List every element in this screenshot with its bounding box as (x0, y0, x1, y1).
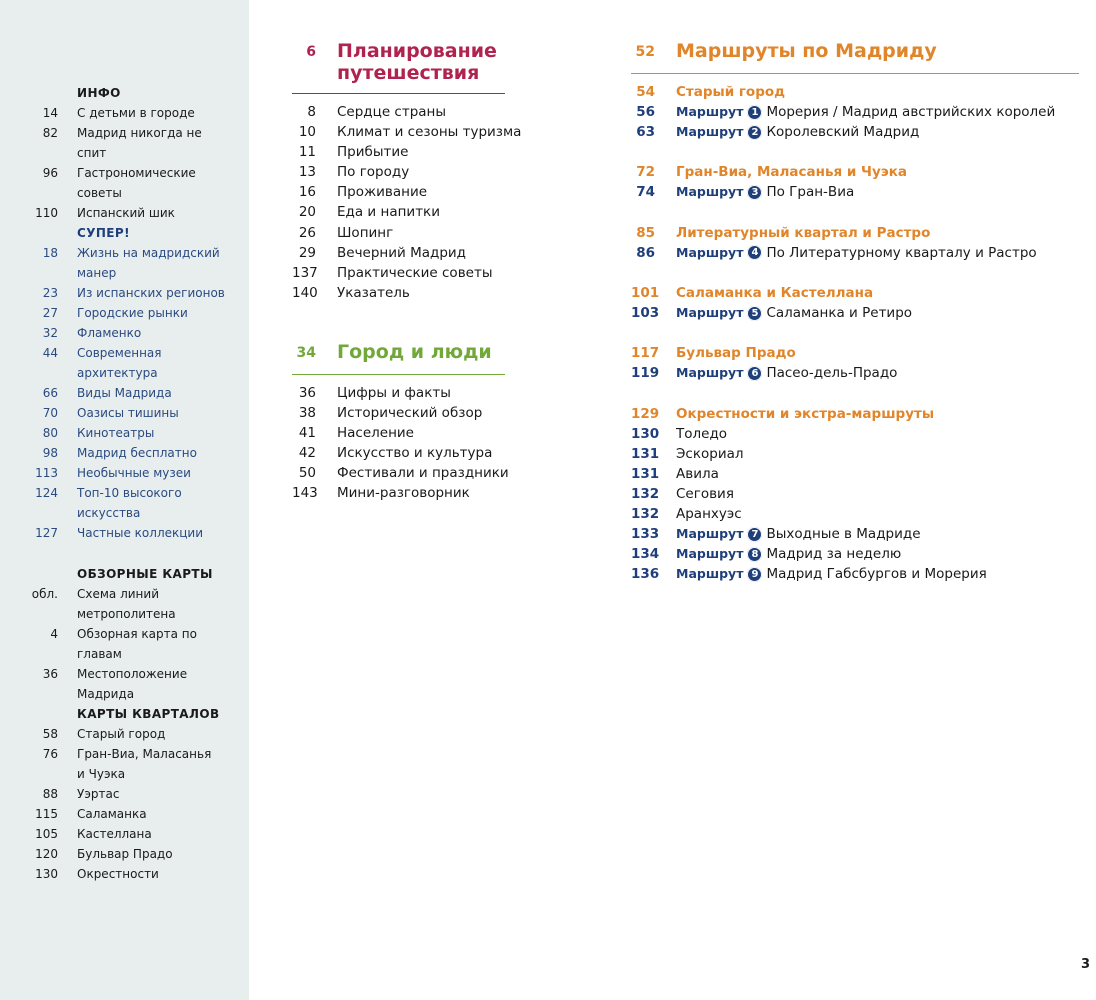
item-page-num: 124 (35, 486, 58, 500)
table-row (292, 443, 509, 463)
row-label: Исторический обзор (337, 405, 483, 422)
table-row (292, 403, 509, 423)
route-page-num: 86 (636, 244, 655, 261)
table-row (292, 202, 521, 222)
section-title: СУПЕР! (77, 226, 130, 240)
route-page-num: 130 (631, 425, 660, 442)
route-row (631, 363, 1055, 383)
row-label: Шопинг (337, 224, 394, 241)
item-page-num: 127 (35, 526, 58, 540)
route-entry (676, 424, 727, 444)
item-label: Гастрономические советы (77, 166, 196, 200)
route-row (631, 524, 1055, 544)
route-row (631, 243, 1055, 263)
routes-header (631, 40, 937, 62)
routes-title: Маршруты по Мадриду (676, 40, 937, 62)
item-label: Кинотеатры (77, 426, 155, 440)
row-page-num: 38 (298, 405, 316, 422)
row-label: Практические советы (337, 264, 493, 281)
item-label: Схема линий (77, 587, 159, 601)
city-people-divider (292, 374, 505, 375)
city-people-header (292, 341, 492, 363)
list-item (0, 443, 249, 463)
subsection-page-num: 129 (631, 405, 660, 422)
row-page-num: 8 (307, 104, 316, 120)
item-label: Фламенко (77, 326, 142, 340)
item-spacer (0, 263, 58, 283)
list-item-continued (0, 604, 249, 624)
row-page-num: 20 (298, 204, 316, 221)
list-item (0, 163, 249, 203)
route-page-num: 103 (631, 305, 660, 322)
route-title: Толедо (676, 425, 728, 442)
route-number-badge: 1 (747, 105, 762, 120)
route-row (631, 504, 1055, 524)
subsection-row (631, 162, 1055, 182)
row-page-num: 11 (298, 144, 316, 161)
table-row (292, 162, 521, 182)
item-label: Саламанка (77, 807, 147, 821)
row-page-num: 16 (298, 184, 316, 201)
route-title: Авила (676, 465, 719, 482)
route-page-num: 63 (636, 124, 655, 141)
row-label: Прибытие (337, 144, 409, 161)
list-item (0, 624, 249, 664)
table-row (292, 423, 509, 443)
list-item (0, 724, 249, 744)
item-page-num: обл. (31, 587, 58, 601)
route-number-badge: 2 (747, 125, 762, 140)
routes-page-num: 52 (635, 44, 655, 60)
sidebar-list (0, 243, 249, 543)
item-label: Оазисы тишины (77, 406, 179, 420)
item-page-num: 80 (42, 426, 58, 440)
list-item-continued (0, 764, 249, 784)
route-entry (676, 243, 1037, 263)
route-title: Королевский Мадрид (766, 124, 920, 141)
item-page-num: 32 (42, 326, 58, 340)
subsection-row (631, 404, 1055, 424)
row-label: Искусство и культура (337, 445, 493, 462)
route-page-num: 119 (631, 365, 660, 382)
list-item (0, 243, 249, 263)
route-label: Маршрут (676, 546, 744, 562)
route-page-num: 131 (631, 445, 660, 462)
city-people-list (292, 383, 509, 504)
list-item (0, 744, 249, 764)
table-row (292, 383, 509, 403)
route-title: Выходные в Мадриде (766, 526, 921, 543)
sidebar (0, 0, 249, 1000)
city-people-title: Город и люди (337, 341, 492, 363)
route-entry (676, 182, 854, 202)
sidebar-list (0, 103, 249, 223)
table-row (292, 283, 521, 303)
item-label: Виды Мадрида (77, 386, 172, 400)
item-page-num: 130 (35, 867, 58, 881)
item-page-num: 58 (42, 727, 58, 741)
item-label: Кастеллана (77, 827, 152, 841)
row-page-num: 137 (292, 264, 318, 281)
subsection-row (631, 82, 1055, 102)
row-label: Цифры и факты (337, 385, 451, 401)
row-label: Проживание (337, 184, 428, 201)
row-page-num: 140 (292, 284, 318, 301)
item-page-num: 14 (42, 106, 58, 120)
route-page-num: 136 (631, 566, 660, 583)
item-page-num: 44 (42, 346, 58, 360)
item-label: Бульвар Прадо (77, 847, 173, 861)
item-label: Местоположение Мадрида (77, 667, 188, 701)
list-item (0, 383, 249, 403)
route-label: Маршрут (676, 526, 744, 542)
table-row (292, 483, 509, 503)
row-page-num: 41 (298, 425, 316, 442)
route-page-num: 134 (631, 546, 660, 563)
list-item (0, 523, 249, 543)
item-label: Необычные музеи (77, 466, 191, 480)
route-row (631, 102, 1055, 122)
list-item (0, 463, 249, 483)
route-label: Маршрут (676, 365, 744, 381)
row-page-num: 29 (298, 244, 316, 261)
item-page-num: 70 (42, 406, 58, 420)
row-label: Климат и сезоны туризма (337, 124, 522, 141)
route-row (631, 303, 1055, 323)
table-row (292, 102, 521, 122)
subsection-title: Окрестности и экстра-маршруты (676, 405, 935, 422)
item-page-num: 76 (42, 747, 58, 761)
list-item (0, 864, 249, 884)
list-item (0, 323, 249, 343)
subsection-page-num: 85 (636, 224, 655, 241)
section-title: ИНФО (77, 86, 121, 100)
item-page-num: 23 (42, 286, 58, 300)
row-label: Указатель (337, 284, 410, 301)
route-row (631, 464, 1055, 484)
list-item (0, 784, 249, 804)
item-page-num: 110 (35, 206, 58, 220)
item-label: Старый город (77, 727, 166, 741)
list-item-continued (0, 263, 249, 283)
route-title: Мадрид Габсбургов и Морерия (766, 566, 987, 583)
section-title: КАРТЫ КВАРТАЛОВ (77, 707, 220, 721)
item-page-num: 113 (35, 466, 58, 480)
route-number-badge: 3 (747, 185, 762, 200)
item-spacer (0, 503, 58, 523)
item-label: Частные коллекции (77, 526, 204, 540)
row-label: Сердце страны (337, 104, 447, 120)
row-page-num: 50 (298, 465, 316, 482)
item-label: Современная архитектура (77, 346, 162, 380)
route-row (631, 484, 1055, 504)
route-title: Мадрид за неделю (766, 546, 902, 563)
item-label: Мадрид никогда не спит (77, 126, 202, 160)
list-item (0, 303, 249, 323)
row-label: Фестивали и праздники (337, 465, 509, 482)
route-label: Маршрут (676, 104, 744, 120)
route-number-badge: 9 (747, 567, 762, 582)
row-page-num: 143 (292, 485, 318, 502)
list-item (0, 343, 249, 383)
item-label: Городские рынки (77, 306, 188, 320)
route-label: Маршрут (676, 184, 744, 200)
group-spacer (631, 263, 1055, 283)
planning-header (292, 40, 497, 84)
group-spacer (631, 323, 1055, 343)
list-item (0, 844, 249, 864)
subsection-row (631, 343, 1055, 363)
route-number-badge: 8 (747, 547, 762, 562)
route-entry (676, 544, 901, 564)
row-label: Население (337, 425, 414, 442)
route-title: По Литературному кварталу и Растро (766, 244, 1037, 261)
subsection-title: Старый город (676, 84, 786, 100)
subsection-title: Бульвар Прадо (676, 345, 796, 362)
list-item (0, 483, 249, 503)
item-spacer (0, 764, 58, 784)
route-entry (676, 504, 742, 524)
route-label: Маршрут (676, 566, 744, 582)
route-entry (676, 363, 897, 383)
subsection-page-num: 117 (631, 345, 660, 362)
route-number-badge: 4 (747, 245, 762, 260)
item-label: Топ-10 высокого (77, 486, 182, 500)
route-label: Маршрут (676, 244, 744, 260)
planning-list (292, 102, 521, 303)
list-item (0, 664, 249, 704)
group-spacer (631, 142, 1055, 162)
item-label: Окрестности (77, 867, 159, 881)
route-row (631, 182, 1055, 202)
planning-divider (292, 93, 505, 94)
route-page-num: 56 (636, 104, 655, 121)
item-page-num: 4 (50, 627, 58, 641)
planning-title-line1: Планирование (337, 40, 497, 62)
route-row (631, 544, 1055, 564)
city-people-page-num: 34 (296, 345, 316, 361)
route-row (631, 444, 1055, 464)
table-row (292, 243, 521, 263)
item-label-continued: метрополитена (77, 607, 176, 621)
list-item-continued (0, 503, 249, 523)
page-number: 3 (1080, 957, 1090, 972)
route-entry (676, 122, 919, 142)
list-item (0, 804, 249, 824)
route-page-num: 133 (631, 526, 660, 543)
route-title: Эскориал (676, 445, 744, 462)
subsection-title: Гран-Виа, Маласанья и Чуэка (676, 164, 908, 181)
item-label: Жизнь на мадридский (77, 246, 220, 260)
row-label: Еда и напитки (337, 204, 440, 221)
list-item (0, 123, 249, 163)
item-page-num: 98 (42, 446, 58, 460)
route-title: По Гран-Виа (766, 184, 855, 201)
item-label: Обзорная карта по главам (77, 627, 197, 661)
item-label-continued: и Чуэка (77, 767, 126, 781)
route-number-badge: 7 (747, 527, 762, 542)
planning-page-num: 6 (306, 44, 316, 60)
row-label: По городу (337, 164, 410, 181)
subsection-page-num: 54 (636, 84, 655, 100)
item-spacer (0, 604, 58, 624)
table-row (292, 463, 509, 483)
item-page-num: 120 (35, 847, 58, 861)
item-label: С детьми в городе (77, 106, 195, 120)
item-label: Гран-Виа, Маласанья (77, 747, 212, 761)
item-page-num: 36 (42, 667, 58, 681)
route-number-badge: 6 (747, 366, 762, 381)
item-label: Уэртас (77, 787, 120, 801)
table-row (292, 142, 521, 162)
route-label: Маршрут (676, 305, 744, 321)
route-title: Морерия / Мадрид австрийских королей (766, 104, 1056, 121)
route-entry (676, 564, 987, 584)
table-row (292, 182, 521, 202)
subsection-title: Саламанка и Кастеллана (676, 284, 874, 301)
item-page-num: 88 (42, 787, 58, 801)
item-page-num: 82 (42, 126, 58, 140)
item-label-continued: манер (77, 266, 117, 280)
row-page-num: 13 (298, 164, 316, 181)
route-title: Аранхуэс (676, 505, 742, 522)
sidebar-list (0, 724, 249, 884)
subsection-title: Литературный квартал и Растро (676, 224, 931, 241)
item-label-continued: искусства (77, 506, 141, 520)
route-page-num: 131 (631, 465, 660, 482)
subsection-row (631, 283, 1055, 303)
table-row (292, 223, 521, 243)
item-page-num: 66 (42, 386, 58, 400)
item-label: Испанский шик (77, 206, 175, 220)
row-page-num: 36 (298, 385, 316, 401)
sidebar-list (0, 584, 249, 704)
subsection-row (631, 223, 1055, 243)
route-entry (676, 464, 719, 484)
route-entry (676, 303, 912, 323)
row-label: Мини-разговорник (337, 485, 470, 502)
route-number-badge: 5 (747, 306, 762, 321)
section-title: ОБЗОРНЫЕ КАРТЫ (77, 567, 213, 581)
table-row (292, 263, 521, 283)
item-label: Из испанских регионов (77, 286, 225, 300)
route-entry (676, 102, 1055, 122)
subsection-page-num: 101 (631, 284, 660, 301)
item-page-num: 105 (35, 827, 58, 841)
list-item (0, 824, 249, 844)
row-page-num: 10 (298, 124, 316, 141)
item-page-num: 18 (42, 246, 58, 260)
list-item (0, 203, 249, 223)
route-title: Сеговия (676, 485, 734, 502)
subsection-page-num: 72 (636, 164, 655, 181)
planning-title-line2: путешествия (337, 62, 480, 84)
list-item (0, 584, 249, 604)
item-label: Мадрид бесплатно (77, 446, 197, 460)
route-entry (676, 484, 734, 504)
route-page-num: 132 (631, 485, 660, 502)
item-page-num: 27 (42, 306, 58, 320)
route-row (631, 564, 1055, 584)
group-spacer (631, 203, 1055, 223)
routes-divider (631, 73, 1079, 74)
group-spacer (631, 383, 1055, 403)
route-title: Пасео-дель-Прадо (766, 365, 898, 382)
route-entry (676, 524, 921, 544)
list-item (0, 403, 249, 423)
row-page-num: 26 (298, 224, 316, 241)
row-page-num: 42 (298, 445, 316, 462)
route-page-num: 74 (636, 184, 655, 201)
item-page-num: 115 (35, 807, 58, 821)
route-page-num: 132 (631, 505, 660, 522)
list-item (0, 283, 249, 303)
route-row (631, 424, 1055, 444)
route-label: Маршрут (676, 124, 744, 140)
route-row (631, 122, 1055, 142)
list-item (0, 103, 249, 123)
row-label: Вечерний Мадрид (337, 244, 467, 261)
table-row (292, 122, 521, 142)
route-title: Саламанка и Ретиро (766, 305, 913, 322)
route-entry (676, 444, 744, 464)
item-page-num: 96 (42, 166, 58, 180)
list-item (0, 423, 249, 443)
routes-list (631, 82, 1055, 584)
